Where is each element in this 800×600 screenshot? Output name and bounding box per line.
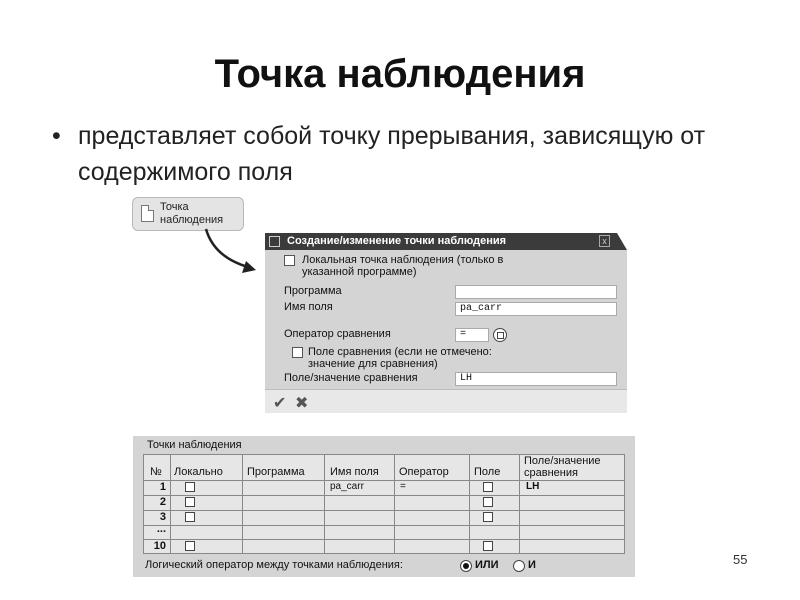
- radio-and-label: И: [528, 559, 536, 571]
- row-field-checkbox[interactable]: [483, 482, 493, 492]
- dialog-menu-icon[interactable]: [269, 236, 280, 247]
- column-header-field: Поле: [474, 466, 501, 478]
- row-ellipsis: ...: [156, 523, 166, 535]
- dialog-title: Создание/изменение точки наблюдения: [287, 235, 507, 247]
- table-column-divider: [394, 455, 395, 553]
- row-local-checkbox[interactable]: [185, 497, 195, 507]
- program-input[interactable]: [455, 285, 617, 299]
- bullet-marker: •: [52, 122, 61, 150]
- table-column-divider: [170, 455, 171, 553]
- create-watchpoint-dialog: [265, 233, 627, 413]
- column-header-number: №: [150, 466, 162, 478]
- document-icon: [141, 205, 154, 222]
- slide-title: Точка наблюдения: [214, 52, 586, 96]
- column-header-operator: Оператор: [399, 466, 449, 478]
- titlebar-corner: [617, 233, 627, 250]
- row-field-checkbox[interactable]: [483, 541, 493, 551]
- row-field-checkbox[interactable]: [483, 497, 493, 507]
- program-label: Программа: [284, 285, 342, 297]
- row-local-checkbox[interactable]: [185, 541, 195, 551]
- table-column-divider: [519, 455, 520, 553]
- row-local-checkbox[interactable]: [185, 512, 195, 522]
- operator-label: Оператор сравнения: [284, 328, 391, 340]
- row-local-checkbox[interactable]: [185, 482, 195, 492]
- compare-field-checkbox[interactable]: [292, 347, 303, 358]
- dialog-footer: [265, 389, 627, 413]
- field-name-label: Имя поля: [284, 301, 333, 313]
- table-row-divider: [144, 539, 624, 540]
- dialog-titlebar: [265, 233, 627, 250]
- watchpoints-panel: [133, 436, 635, 577]
- table-header-divider: [144, 480, 624, 481]
- page-number: 55: [733, 552, 748, 567]
- value-help-icon[interactable]: [493, 328, 507, 342]
- row-number: 1: [159, 481, 166, 493]
- watchpoints-title: Точки наблюдения: [147, 439, 242, 451]
- table-column-divider: [242, 455, 243, 553]
- column-header-local: Локально: [174, 466, 223, 478]
- row-field-name: pa_carr: [330, 481, 364, 492]
- pointer-arrow-icon: [190, 225, 270, 275]
- operator-input[interactable]: =: [455, 328, 489, 342]
- watchpoint-button-label: Точка наблюдения: [160, 201, 224, 226]
- cross-icon[interactable]: ✖: [295, 395, 309, 412]
- close-icon[interactable]: x: [599, 235, 610, 247]
- compare-value-label: Поле/значение сравнения: [284, 372, 418, 384]
- radio-or-label: ИЛИ: [475, 559, 499, 571]
- row-number: 3: [159, 511, 166, 523]
- radio-or[interactable]: [460, 560, 472, 572]
- table-row-divider: [144, 510, 624, 511]
- watchpoints-table: [143, 454, 625, 554]
- local-watchpoint-label: Локальная точка наблюдения (только в указанной программе): [302, 254, 504, 278]
- column-header-program: Программа: [247, 466, 305, 478]
- radio-and[interactable]: [513, 560, 525, 572]
- logic-operator-label: Логический оператор между точками наблюдения:: [145, 559, 403, 571]
- table-column-divider: [324, 455, 325, 553]
- compare-value-input[interactable]: LH: [455, 372, 617, 386]
- column-header-compare-value: Поле/значение сравнения: [524, 455, 601, 479]
- table-row-divider: [144, 495, 624, 496]
- table-column-divider: [469, 455, 470, 553]
- checkmark-icon[interactable]: ✔: [273, 395, 287, 412]
- column-header-field-name: Имя поля: [330, 466, 379, 478]
- row-number: 10: [153, 540, 166, 552]
- row-number: 2: [159, 496, 166, 508]
- bullet-point: [48, 118, 748, 190]
- compare-field-label: Поле сравнения (если не отмечено: значение для сравнения): [308, 346, 492, 370]
- row-field-checkbox[interactable]: [483, 512, 493, 522]
- row-compare-value: LH: [526, 481, 540, 492]
- row-operator: =: [400, 481, 406, 492]
- local-watchpoint-checkbox[interactable]: [284, 255, 295, 266]
- bullet-text: представляет собой точку прерывания, зависящую от содержимого поля: [78, 122, 706, 186]
- field-name-input[interactable]: pa_carr: [455, 302, 617, 316]
- table-row-divider: [144, 525, 624, 526]
